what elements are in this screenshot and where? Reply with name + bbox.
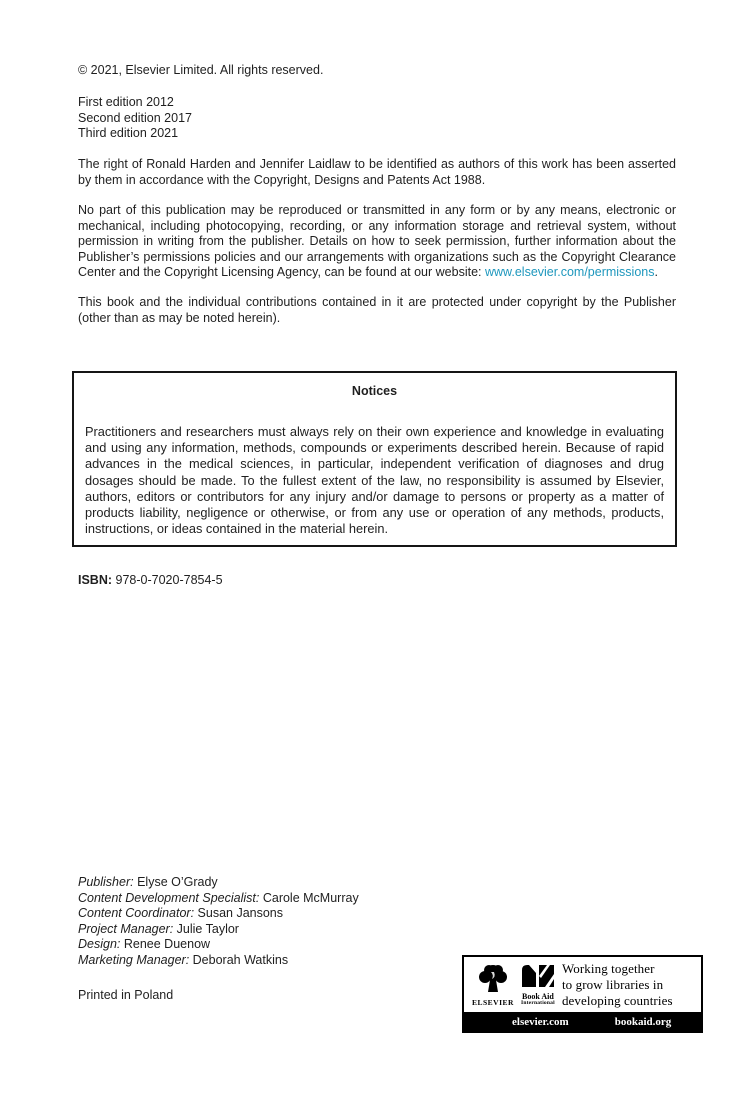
- elsevier-logo-label: ELSEVIER: [472, 997, 514, 1007]
- elsevier-tree-icon: [476, 964, 510, 998]
- permissions-link[interactable]: www.elsevier.com/permissions: [484, 265, 655, 280]
- notices-box: [72, 371, 677, 547]
- credit-label: Publisher:: [78, 875, 134, 889]
- promo-logos-row: [464, 957, 701, 1012]
- edition-line-1: First edition 2012: [78, 95, 174, 109]
- printed-in-line: Printed in Poland: [78, 988, 174, 1002]
- bookaid-logo-label: Book Aid: [522, 991, 554, 1001]
- credit-value: Susan Jansons: [197, 906, 284, 921]
- isbn-label: ISBN:: [78, 573, 113, 587]
- permissions-paragraph: [78, 203, 676, 281]
- promo-tagline-line-1: Working together: [561, 961, 655, 976]
- elsevier-url: elsevier.com: [512, 1015, 569, 1028]
- credit-row-content-dev-specialist: [78, 891, 676, 907]
- promo-tagline-line-2: to grow libraries in: [561, 977, 664, 992]
- permissions-text: No part of this publication may be reproduced or transmitted in any form or by any means, electronic or mechanical, including photocopying, recording, or any information storage and retrieval system, without permission in writing from the publisher. Details on how to seek permission, further information about the Publisher’s permissions policies and our arrangements with organizations such as the Copyright Clearance Center and the Copyright Licensing Agency, can be found at our website:: [78, 203, 676, 280]
- isbn-line: [78, 573, 676, 589]
- credit-value: Renee Duenow: [123, 937, 211, 952]
- credit-label: Content Development Specialist:: [78, 890, 260, 905]
- credit-row-content-coordinator: [78, 906, 676, 922]
- credit-value: Carole McMurray: [262, 890, 359, 905]
- elsevier-logo-block: [472, 964, 514, 1007]
- bookaid-logo-icon: [521, 964, 555, 992]
- promo-tagline: [562, 961, 673, 1009]
- notices-title: Notices: [351, 384, 398, 398]
- credit-row-design: [78, 937, 676, 953]
- authorship-rights-paragraph: The right of Ronald Harden and Jennifer Laidlaw to be identified as authors of this work has been asserted by them in accordance with the Copyright, Designs and Patents Act 1988.: [78, 157, 676, 187]
- credit-label: Content Coordinator:: [78, 906, 195, 921]
- edition-line-3: Third edition 2021: [78, 126, 179, 141]
- bookaid-promo-banner: [462, 955, 703, 1033]
- copyright-protection-paragraph: This book and the individual contributions contained in it are protected under copyright by the Publisher (other than as may be noted herein).: [78, 295, 676, 325]
- copyright-line: © 2021, Elsevier Limited. All rights reserved.: [78, 63, 324, 77]
- credit-value: Elyse O’Grady: [137, 875, 218, 889]
- promo-url-bar: [464, 1012, 701, 1031]
- credit-row-publisher: [78, 875, 676, 891]
- promo-tagline-line-3: developing countries: [561, 993, 673, 1008]
- isbn-value: 978-0-7020-7854-5: [115, 573, 223, 587]
- bookaid-logo-sublabel: International: [521, 999, 555, 1006]
- credit-label: Design:: [78, 937, 121, 952]
- bookaid-logo-block: [521, 964, 555, 1007]
- notices-body: Practitioners and researchers must always rely on their own experience and knowledge in evaluating and using any information, methods, compounds or experiments described herein. Because of rapid advances in the medical sciences, in particular, independent verification of diagnoses and drug dosages should be made. To the fullest extent of the law, no responsibility is assumed by Elsevier, authors, editors or contributors for any injury and/or damage to persons or property as a matter of products liability, negligence or otherwise, or from any use or operation of any methods, products, instructions, or ideas contained in the material herein.: [85, 424, 664, 537]
- credit-row-project-manager: [78, 922, 676, 938]
- credit-label: Marketing Manager:: [78, 952, 190, 967]
- edition-history: [78, 95, 676, 142]
- bookaid-url: bookaid.org: [614, 1015, 672, 1028]
- credit-label: Project Manager:: [78, 921, 174, 936]
- edition-line-2: Second edition 2017: [78, 110, 192, 125]
- credit-value: Deborah Watkins: [192, 952, 289, 967]
- credit-value: Julie Taylor: [176, 921, 239, 936]
- permissions-link-period: .: [654, 265, 658, 280]
